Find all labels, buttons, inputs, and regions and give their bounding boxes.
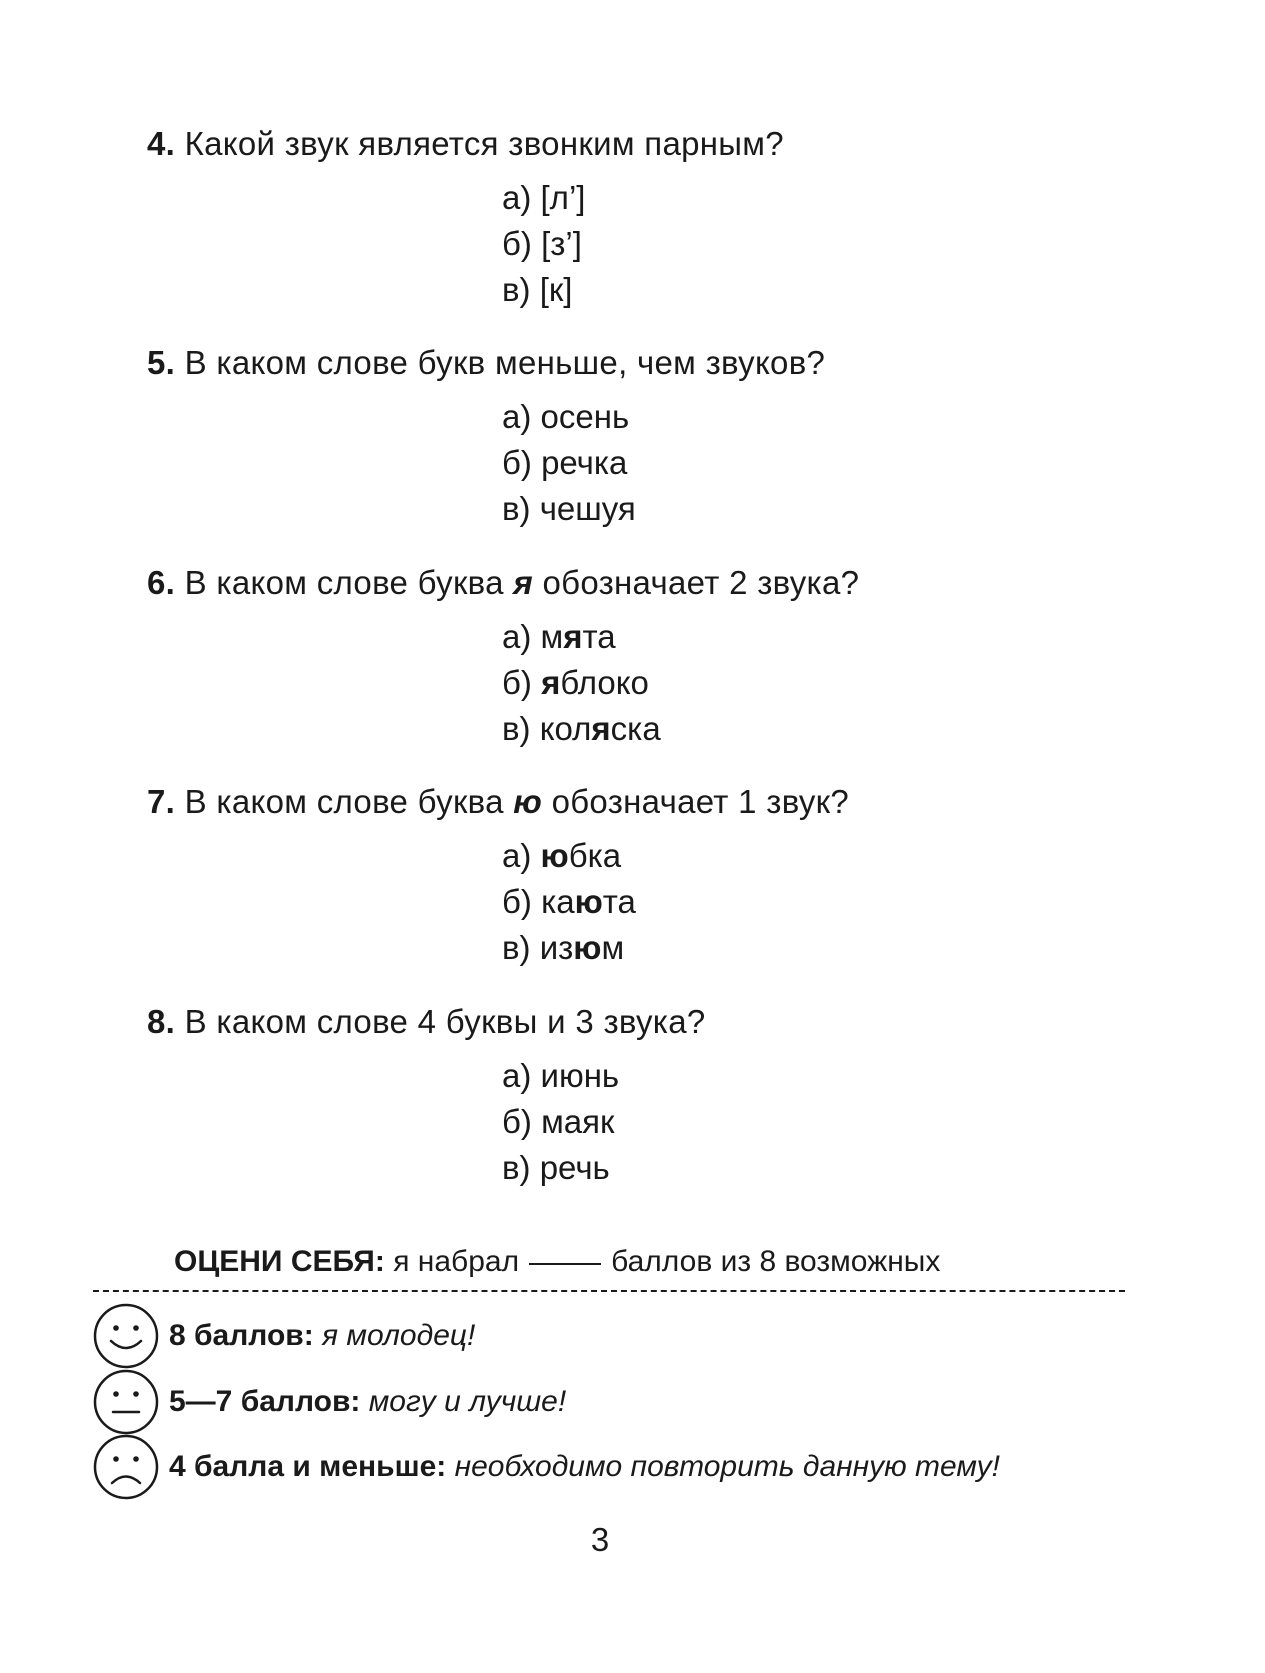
word-part: та: [602, 883, 636, 920]
question-5: [147, 343, 825, 383]
question-number: 4.: [147, 125, 176, 162]
bold-letter: ю: [573, 929, 602, 966]
question-8-options: [502, 1053, 619, 1191]
grade-row-4: [93, 1434, 1193, 1500]
question-4: [147, 124, 784, 164]
highlight-letter: ю: [513, 783, 543, 820]
question-text: В каком слове 4 буквы и 3 звука?: [175, 1003, 706, 1040]
self-assessment-before: я набрал: [384, 1245, 520, 1278]
smile-face-icon: [93, 1303, 159, 1369]
grade-text: [169, 1448, 1000, 1486]
option-a: [502, 614, 661, 660]
score-blank[interactable]: [529, 1263, 601, 1265]
option-v: [502, 706, 661, 752]
question-number: 8.: [147, 1003, 176, 1040]
grade-message: я молодец!: [313, 1319, 476, 1352]
option-prefix: а): [502, 179, 541, 216]
word-part: м: [540, 618, 564, 655]
grade-label: 5—7 баллов:: [169, 1385, 361, 1418]
question-number: 6.: [147, 564, 176, 601]
page-number: 3: [590, 1521, 610, 1558]
highlight-letter: я: [513, 564, 533, 601]
grade-row-8: [93, 1303, 1193, 1369]
question-text-post: обозначает 2 звука?: [533, 564, 860, 601]
question-text: В каком слове букв меньше, чем звуков?: [175, 344, 826, 381]
option-prefix: а): [502, 837, 541, 874]
word-part: м: [601, 929, 625, 966]
option-b: [502, 1099, 619, 1145]
question-8: [147, 1002, 706, 1042]
bold-letter: ю: [574, 883, 603, 920]
question-number: 7.: [147, 783, 176, 820]
option-prefix: а): [502, 398, 541, 435]
option-text: чешуя: [539, 490, 636, 527]
option-prefix: в): [502, 710, 540, 747]
option-prefix: в): [502, 929, 540, 966]
option-a: [502, 175, 585, 221]
option-prefix: б): [502, 1103, 542, 1140]
option-prefix: б): [502, 883, 542, 920]
word-part: кол: [539, 710, 592, 747]
word-part: блоко: [560, 664, 649, 701]
question-4-options: [502, 175, 585, 313]
question-6-options: [502, 614, 661, 752]
option-b: [502, 440, 636, 486]
neutral-face-icon: [93, 1369, 159, 1435]
grade-label: 4 балла и меньше:: [169, 1450, 447, 1483]
self-assessment-label: ОЦЕНИ СЕБЯ:: [174, 1245, 385, 1278]
option-text: речь: [539, 1149, 610, 1186]
option-prefix: в): [502, 1149, 540, 1186]
option-prefix: в): [502, 490, 540, 527]
bold-letter: я: [563, 618, 583, 655]
grade-text: [169, 1317, 475, 1355]
option-prefix: б): [502, 225, 542, 262]
question-text-pre: В каком слове буква: [175, 783, 514, 820]
option-text: речка: [541, 444, 628, 481]
option-prefix: а): [502, 1057, 541, 1094]
grade-message: необходимо повторить данную тему!: [446, 1450, 1000, 1483]
question-5-options: [502, 394, 636, 532]
option-text: [к]: [539, 271, 573, 308]
option-v: [502, 925, 636, 971]
question-text-pre: В каком слове буква: [175, 564, 514, 601]
option-prefix: б): [502, 664, 542, 701]
bold-letter: я: [541, 664, 561, 701]
option-text: [л’]: [540, 179, 586, 216]
word-part: ка: [541, 883, 575, 920]
option-a: [502, 833, 636, 879]
self-assessment-after: баллов из 8 возможных: [611, 1245, 941, 1278]
question-7-options: [502, 833, 636, 971]
grade-row-5-7: [93, 1369, 1193, 1435]
option-v: [502, 267, 585, 313]
option-prefix: в): [502, 271, 540, 308]
option-b: [502, 660, 661, 706]
question-text-post: обозначает 1 звук?: [542, 783, 850, 820]
option-a: [502, 394, 636, 440]
option-b: [502, 879, 636, 925]
grade-text: [169, 1383, 566, 1421]
word-part: бка: [568, 837, 622, 874]
option-b: [502, 221, 585, 267]
option-v: [502, 486, 636, 532]
grade-label: 8 баллов:: [169, 1319, 314, 1352]
option-text: [з’]: [541, 225, 582, 262]
question-number: 5.: [147, 344, 176, 381]
option-a: [502, 1053, 619, 1099]
word-part: та: [582, 618, 616, 655]
bold-letter: я: [591, 710, 611, 747]
bold-letter: ю: [540, 837, 569, 874]
option-text: маяк: [541, 1103, 615, 1140]
question-7: [147, 782, 849, 822]
question-6: [147, 563, 859, 603]
question-text: Какой звук является звонким парным?: [175, 125, 784, 162]
word-part: ска: [610, 710, 661, 747]
option-prefix: б): [502, 444, 542, 481]
sad-face-icon: [93, 1434, 159, 1500]
grade-message: могу и лучше!: [360, 1385, 567, 1418]
dashed-divider: [93, 1290, 1125, 1292]
word-part: из: [539, 929, 574, 966]
option-v: [502, 1145, 619, 1191]
self-assessment: [174, 1244, 940, 1280]
option-prefix: а): [502, 618, 541, 655]
option-text: осень: [540, 398, 630, 435]
option-text: июнь: [540, 1057, 620, 1094]
